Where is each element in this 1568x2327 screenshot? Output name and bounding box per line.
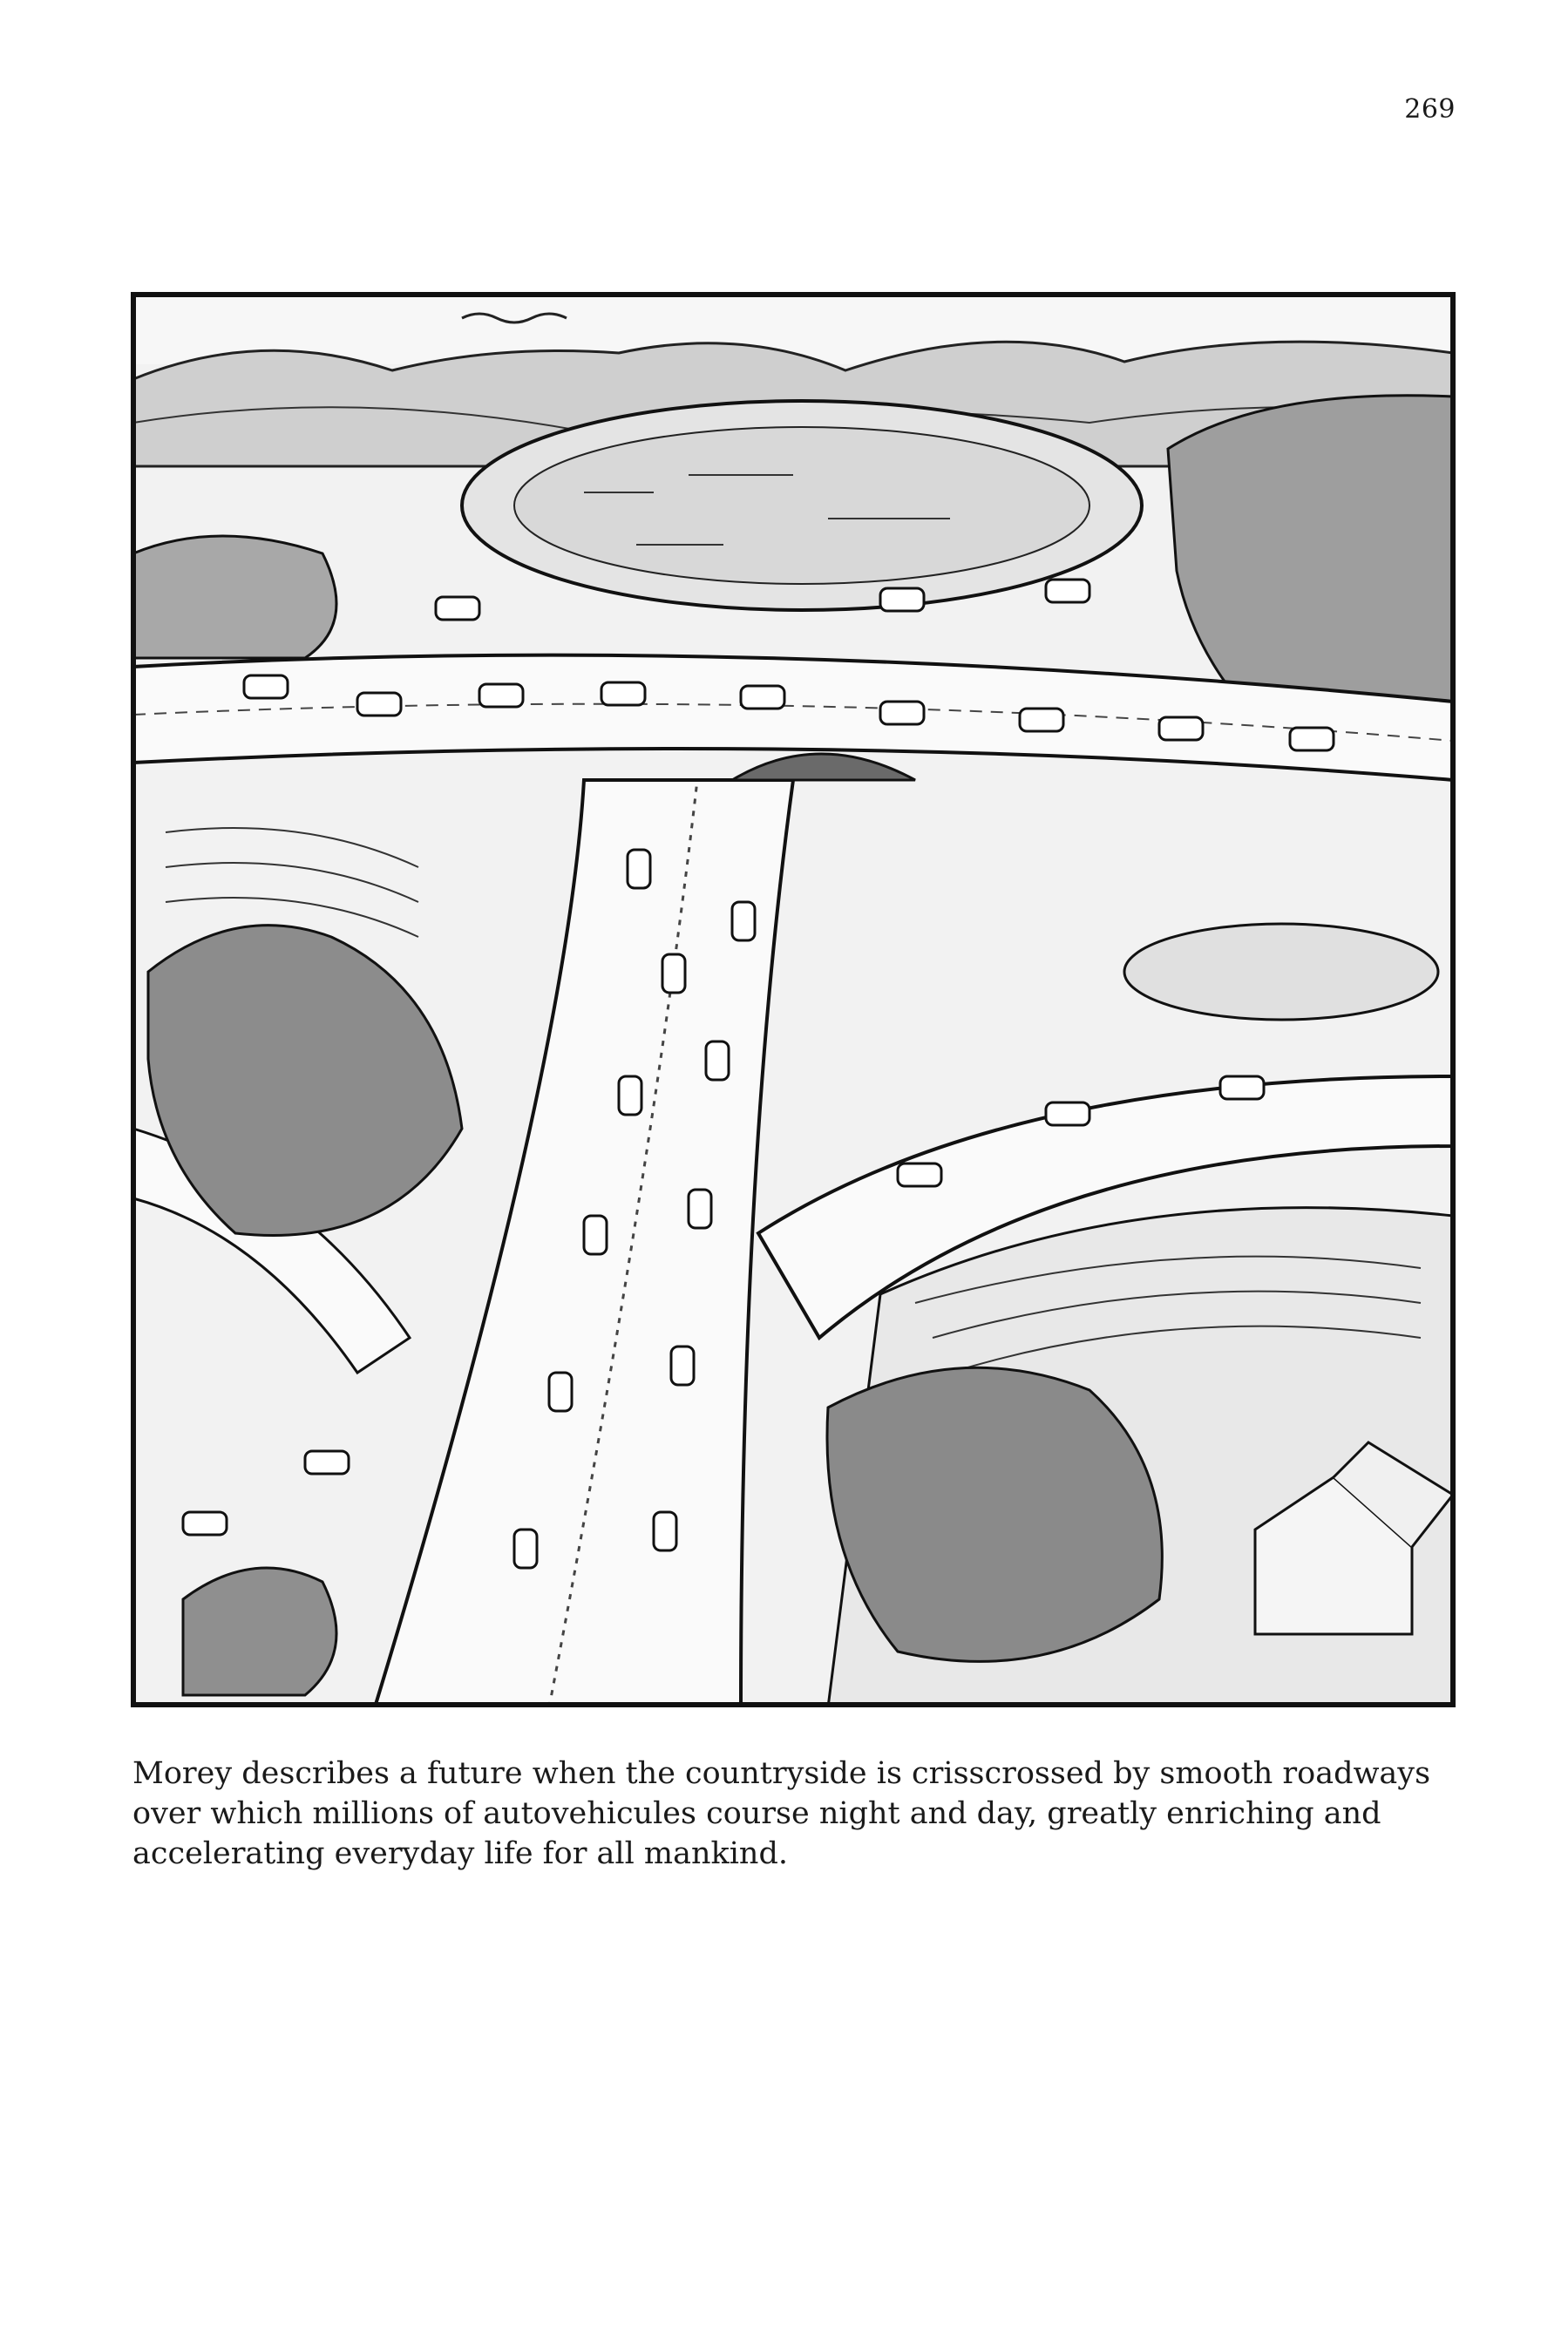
page-number: 269 (1404, 94, 1456, 125)
figure-caption: Morey describes a future when the countryside is crisscrossed by smooth roadways over which millions of autovehicules course night and day, greatly enriching and accelerating everyday life for all mankind. (132, 1756, 1431, 1871)
highway-illustration (131, 292, 1456, 1707)
